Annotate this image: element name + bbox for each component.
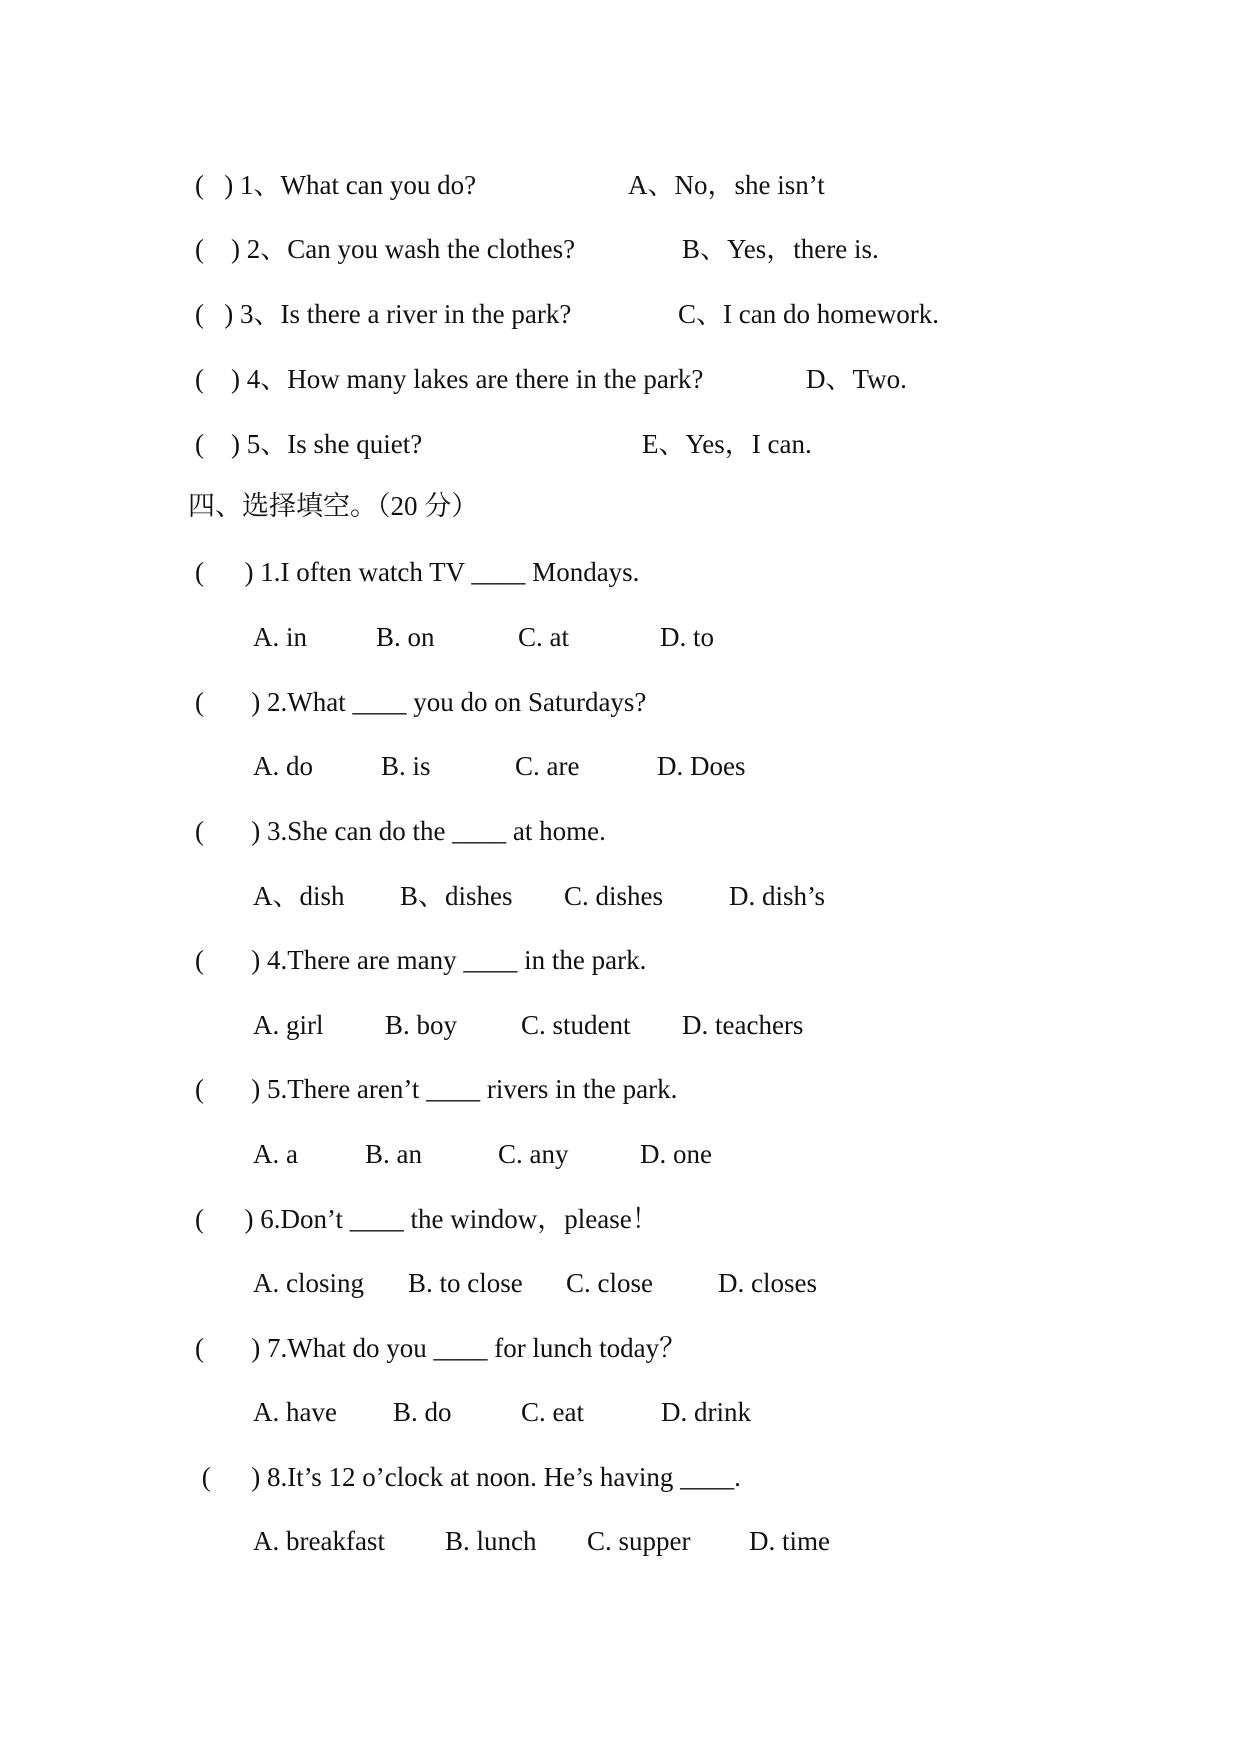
mc-question-6: ( ) 6.Don’t ____ the window，please！ (195, 1204, 659, 1234)
mc-question-3: ( ) 3.She can do the ____ at home. (195, 816, 606, 846)
mc-8-option-c: C. supper (587, 1526, 691, 1556)
mc-3-option-c: C. dishes (564, 881, 664, 911)
mc-7-option-c: C. eat (521, 1397, 584, 1427)
match-answer-a: A、No，she isn’t (628, 170, 825, 200)
mc-6-option-a: A. closing (253, 1268, 364, 1298)
section-heading: 四、选择填空。（20 分） (188, 491, 479, 521)
mc-2-option-c: C. are (515, 751, 580, 781)
mc-2-option-a: A. do (253, 751, 313, 781)
mc-5-option-d: D. one (640, 1139, 712, 1169)
mc-5-option-b: B. an (365, 1139, 422, 1169)
mc-4-option-a: A. girl (253, 1010, 324, 1040)
match-answer-d: D、Two. (806, 364, 907, 394)
mc-1-option-b: B. on (376, 622, 435, 652)
mc-8-option-d: D. time (749, 1526, 830, 1556)
match-question-3: ( ) 3、Is there a river in the park? (195, 299, 572, 329)
match-answer-b: B、Yes，there is. (682, 234, 879, 264)
match-question-5: ( ) 5、Is she quiet? (195, 429, 423, 459)
mc-6-option-c: C. close (566, 1268, 653, 1298)
mc-3-option-a: A、dish (253, 881, 345, 911)
mc-7-option-d: D. drink (661, 1397, 751, 1427)
mc-7-option-a: A. have (253, 1397, 337, 1427)
match-answer-c: C、I can do homework. (678, 299, 939, 329)
mc-4-option-d: D. teachers (682, 1010, 804, 1040)
mc-7-option-b: B. do (393, 1397, 452, 1427)
mc-5-option-c: C. any (498, 1139, 569, 1169)
mc-question-1: ( ) 1.I often watch TV ____ Mondays. (195, 557, 640, 587)
match-answer-e: E、Yes，I can. (642, 429, 812, 459)
mc-question-4: ( ) 4.There are many ____ in the park. (195, 945, 647, 975)
mc-3-option-d: D. dish’s (729, 881, 826, 911)
mc-4-option-b: B. boy (385, 1010, 458, 1040)
match-question-4: ( ) 4、How many lakes are there in the park? (195, 364, 704, 394)
mc-question-2: ( ) 2.What ____ you do on Saturdays? (195, 687, 647, 717)
mc-3-option-b: B、dishes (400, 881, 513, 911)
mc-5-option-a: A. a (253, 1139, 298, 1169)
mc-4-option-c: C. student (521, 1010, 631, 1040)
match-question-1: ( ) 1、What can you do? (195, 170, 477, 200)
mc-2-option-b: B. is (381, 751, 431, 781)
mc-question-7: ( ) 7.What do you ____ for lunch today？ (195, 1333, 687, 1363)
mc-question-5: ( ) 5.There aren’t ____ rivers in the park. (195, 1074, 678, 1104)
mc-1-option-c: C. at (518, 622, 569, 652)
mc-1-option-a: A. in (253, 622, 307, 652)
mc-6-option-b: B. to close (408, 1268, 523, 1298)
mc-8-option-a: A. breakfast (253, 1526, 385, 1556)
mc-1-option-d: D. to (660, 622, 714, 652)
mc-question-8: ( ) 8.It’s 12 o’clock at noon. He’s having ____. (195, 1462, 741, 1492)
mc-6-option-d: D. closes (718, 1268, 817, 1298)
mc-8-option-b: B. lunch (445, 1526, 537, 1556)
mc-2-option-d: D. Does (657, 751, 746, 781)
match-question-2: ( ) 2、Can you wash the clothes? (195, 234, 576, 264)
